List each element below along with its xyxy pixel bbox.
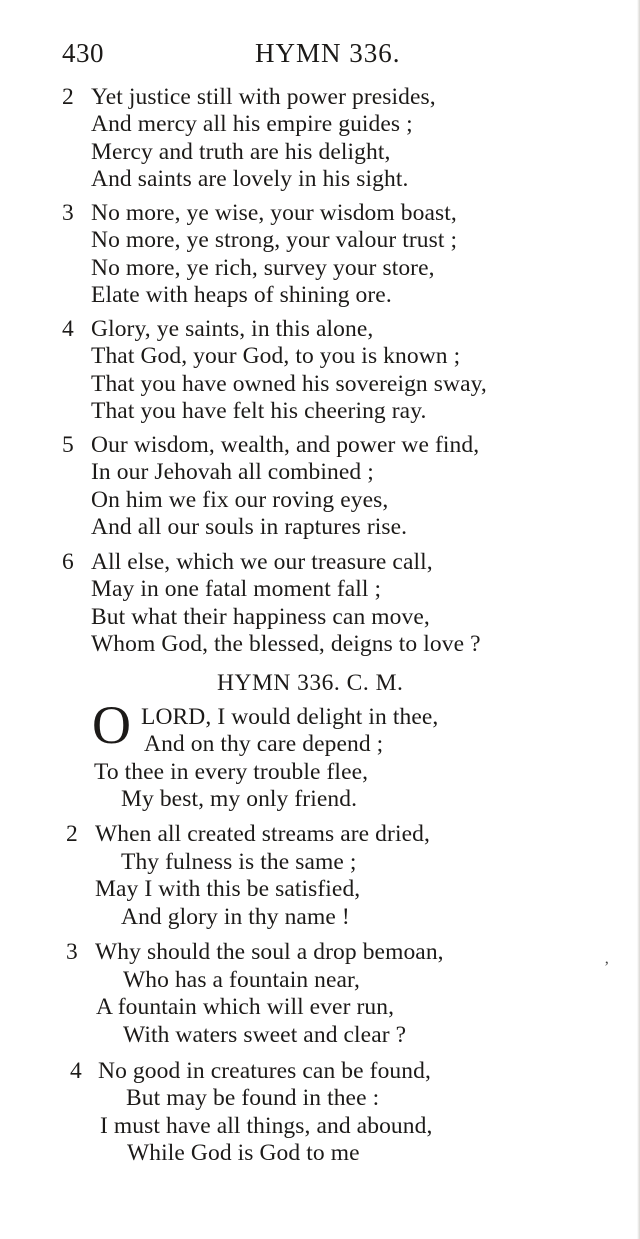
verse-line: No more, ye strong, your valour trust ; [91, 227, 458, 253]
verse-line: To thee in every trouble flee, [94, 759, 369, 785]
verse-line: That God, your God, to you is known ; [91, 343, 461, 369]
hymn-title: HYMN 336. C. M. [217, 670, 404, 696]
verse-line: While God is God to me [127, 1140, 360, 1166]
stanza-number: 3 [66, 939, 78, 965]
verse-line: And saints are lovely in his sight. [91, 166, 409, 192]
page-header [62, 38, 582, 74]
verse-line: Mercy and truth are his delight, [91, 139, 391, 165]
verse-line: And on thy care depend ; [144, 731, 384, 757]
verse-line: Why should the soul a drop bemoan, [95, 939, 444, 965]
verse-line: In our Jehovah all combined ; [91, 459, 374, 485]
print-mark: ’ [604, 959, 610, 976]
stanza-number: 2 [66, 821, 78, 847]
verse-line: No more, ye wise, your wisdom boast, [91, 200, 457, 226]
verse-line: Our wisdom, wealth, and power we find, [91, 432, 480, 458]
verse-line: But what their happiness can move, [91, 604, 430, 630]
verse-line: LORD, I would delight in thee, [141, 704, 439, 730]
stanza-number: 2 [62, 84, 74, 110]
verse-line: May I with this be satisfied, [95, 876, 361, 902]
verse-line: A fountain which will ever run, [96, 994, 395, 1020]
verse-line: On him we fix our roving eyes, [91, 487, 389, 513]
verse-line: But may be found in thee : [126, 1085, 380, 1111]
verse-line: Elate with heaps of shining ore. [91, 282, 392, 308]
verse-line: And glory in thy name ! [121, 904, 350, 930]
stanza-number: 6 [62, 549, 74, 575]
verse-line: My best, my only friend. [121, 786, 358, 812]
verse-line: With waters sweet and clear ? [123, 1022, 407, 1048]
verse-line: Yet justice still with power presides, [91, 84, 436, 110]
verse-line: All else, which we our treasure call, [91, 549, 433, 575]
stanza-number: 4 [62, 316, 74, 342]
drop-cap: O [92, 695, 131, 755]
stanza-number: 4 [70, 1058, 82, 1084]
verse-line: No more, ye rich, survey your store, [91, 255, 435, 281]
verse-line: And all our souls in raptures rise. [91, 514, 408, 540]
verse-line: May in one fatal moment fall ; [91, 576, 382, 602]
verse-line: Whom God, the blessed, deigns to love ? [91, 631, 481, 657]
page-number: 430 [62, 38, 104, 68]
verse-line: That you have felt his cheering ray. [91, 398, 427, 424]
verse-line: When all created streams are dried, [95, 821, 430, 847]
verse-line: Who has a fountain near, [123, 967, 361, 993]
verse-line: No good in creatures can be found, [98, 1058, 431, 1084]
running-head: HYMN 336. [255, 38, 401, 68]
verse-line: Glory, ye saints, in this alone, [91, 316, 374, 342]
verse-line: That you have owned his sovereign sway, [91, 371, 487, 397]
stanza-number: 3 [62, 200, 74, 226]
stanza-number: 5 [62, 432, 74, 458]
verse-line: I must have all things, and abound, [100, 1113, 433, 1139]
verse-line: And mercy all his empire guides ; [91, 111, 413, 137]
verse-line: Thy fulness is the same ; [121, 849, 357, 875]
